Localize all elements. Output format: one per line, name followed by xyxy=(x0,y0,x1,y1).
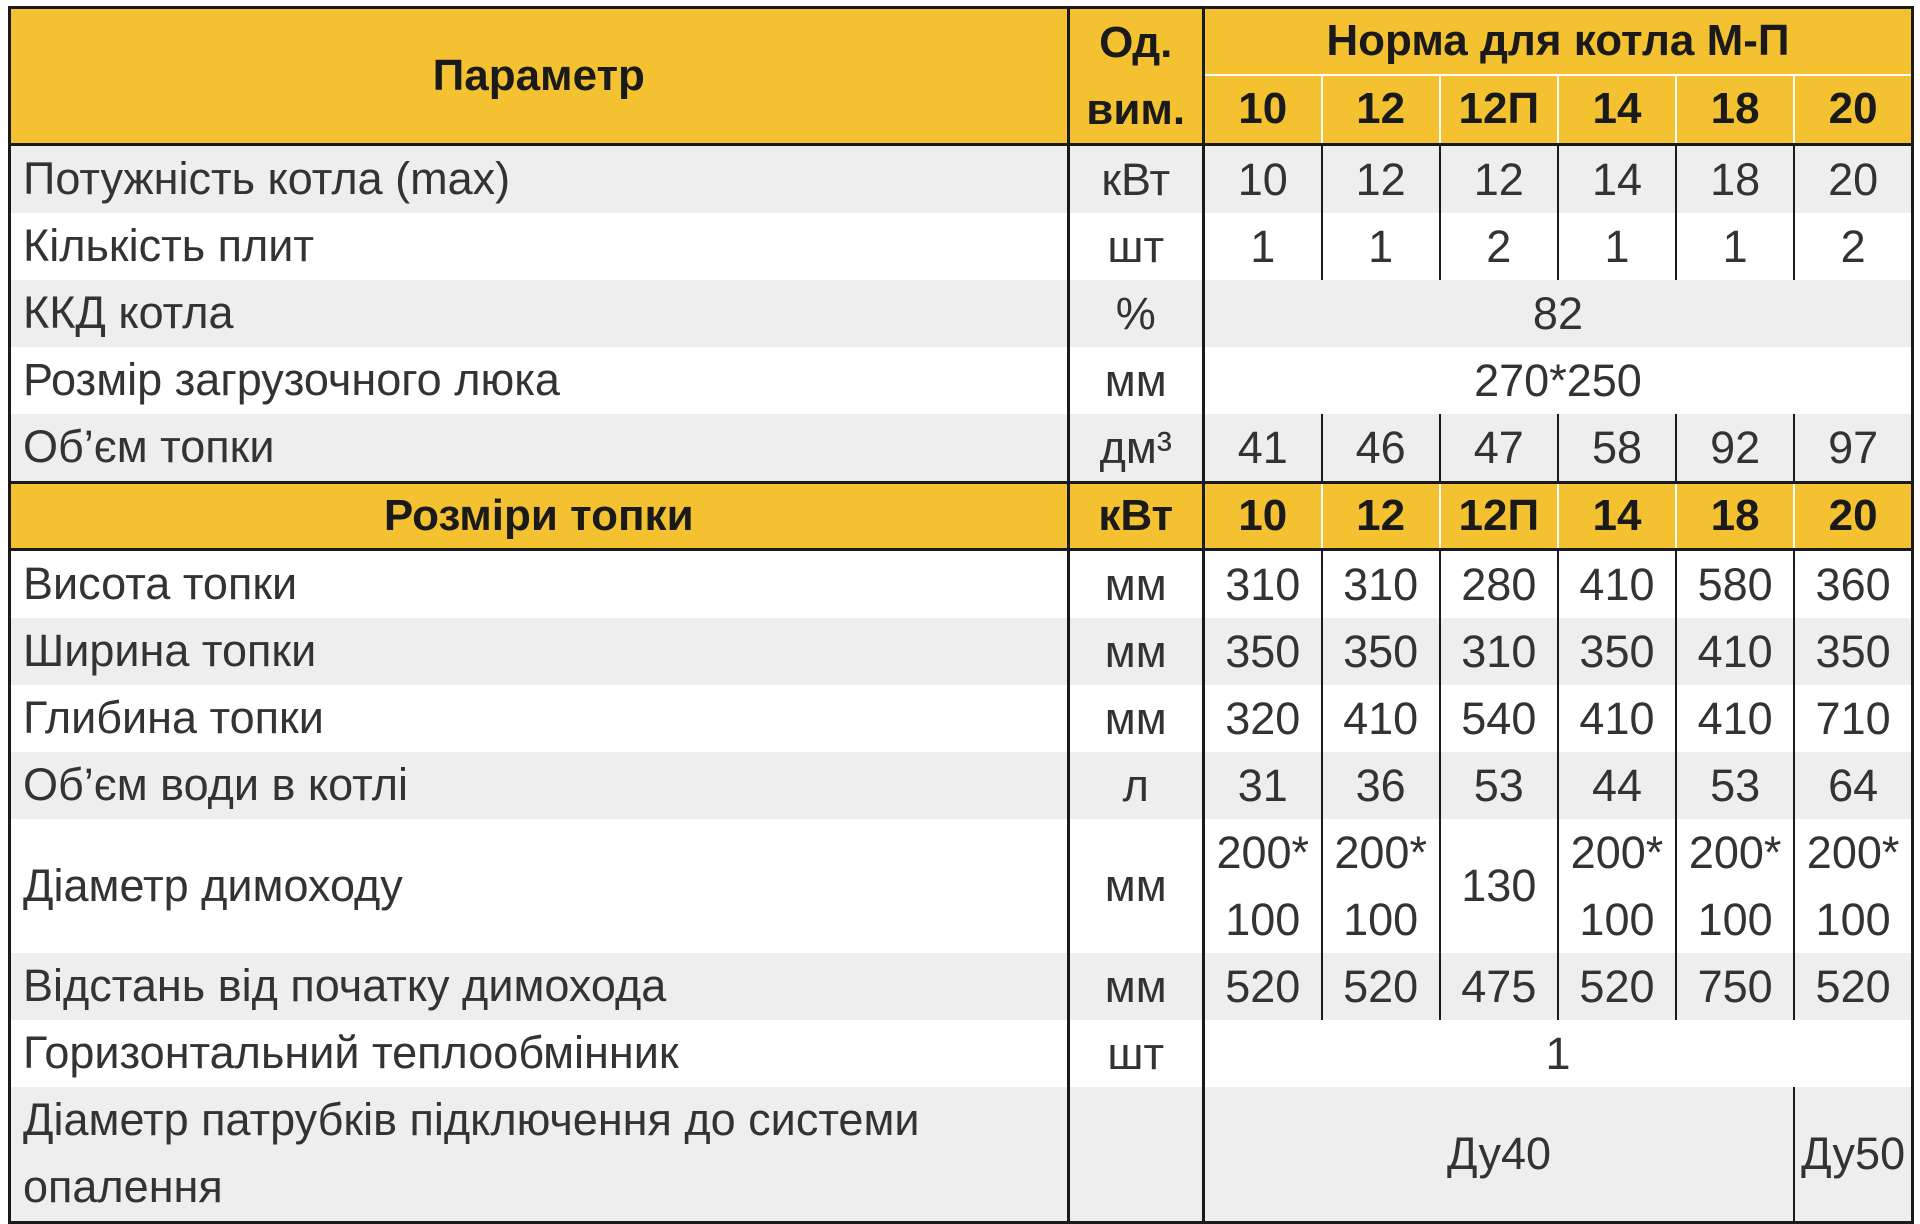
value-cell: 2 xyxy=(1794,213,1912,280)
param-cell: Об’єм топки xyxy=(10,414,1069,483)
param-cell: Глибина топки xyxy=(10,685,1069,752)
value-cell: 410 xyxy=(1322,685,1440,752)
value-cell: 97 xyxy=(1794,414,1912,483)
value-cell: 12 xyxy=(1440,145,1558,214)
param-cell: Висота топки xyxy=(10,550,1069,619)
value-cell xyxy=(1203,819,1321,953)
value-cell: 36 xyxy=(1322,752,1440,819)
value-cell: 53 xyxy=(1676,752,1794,819)
unit-cell: мм xyxy=(1068,953,1203,1020)
model-header: 12 xyxy=(1322,483,1440,550)
unit-cell: мм xyxy=(1068,550,1203,619)
value-cell: 280 xyxy=(1440,550,1558,619)
param-cell: Відстань від початку димохода xyxy=(10,953,1069,1020)
value-line-bottom: 100 xyxy=(1225,894,1301,945)
value-cell: 1 xyxy=(1676,213,1794,280)
section-title: Розміри топки xyxy=(10,483,1069,550)
value-cell: 520 xyxy=(1322,953,1440,1020)
table-row-water-volume xyxy=(10,752,1913,819)
merged-value-cell: 1 xyxy=(1203,1020,1912,1087)
table-row-plates xyxy=(10,213,1913,280)
table-row-firebox-volume xyxy=(10,414,1913,483)
value-cell: 520 xyxy=(1794,953,1912,1020)
value-line-bottom: 100 xyxy=(1343,894,1419,945)
value-cell: 18 xyxy=(1676,145,1794,214)
value-cell: 58 xyxy=(1558,414,1676,483)
unit-cell: л xyxy=(1068,752,1203,819)
param-cell: Кількість плит xyxy=(10,213,1069,280)
model-header: 12П xyxy=(1440,483,1558,550)
norm-header: Норма для котла М-П xyxy=(1203,8,1912,75)
model-header: 12П xyxy=(1440,75,1558,145)
value-cell: 64 xyxy=(1794,752,1912,819)
table-row-power xyxy=(10,145,1913,214)
model-header: 12 xyxy=(1322,75,1440,145)
merged-value-cell: 270*250 xyxy=(1203,347,1912,414)
param-cell: Горизонтальний теплообмінник xyxy=(10,1020,1069,1087)
value-cell: 31 xyxy=(1203,752,1321,819)
unit-cell: мм xyxy=(1068,347,1203,414)
model-header: 14 xyxy=(1558,75,1676,145)
value-cell: 310 xyxy=(1440,618,1558,685)
value-cell: 410 xyxy=(1558,685,1676,752)
value-cell: 1 xyxy=(1558,213,1676,280)
value-cell: 10 xyxy=(1203,145,1321,214)
value-cell: 14 xyxy=(1558,145,1676,214)
unit-cell xyxy=(1068,1087,1203,1223)
value-cell: 320 xyxy=(1203,685,1321,752)
unit-header-line1: Од. xyxy=(1099,18,1173,67)
value-line-bottom: 100 xyxy=(1815,894,1891,945)
value-cell: 12 xyxy=(1322,145,1440,214)
value-cell: 46 xyxy=(1322,414,1440,483)
table-row-depth xyxy=(10,685,1913,752)
value-cell: 350 xyxy=(1203,618,1321,685)
table-row-efficiency xyxy=(10,280,1913,347)
unit-cell: шт xyxy=(1068,1020,1203,1087)
model-header: 20 xyxy=(1794,75,1912,145)
table-row-chimney-distance xyxy=(10,953,1913,1020)
value-cell: 20 xyxy=(1794,145,1912,214)
value-cell: 410 xyxy=(1676,685,1794,752)
value-line-bottom: 100 xyxy=(1579,894,1655,945)
value-cell xyxy=(1676,819,1794,953)
value-line-bottom: 100 xyxy=(1697,894,1773,945)
value-cell: 350 xyxy=(1558,618,1676,685)
table-row-width xyxy=(10,618,1913,685)
unit-cell: кВт xyxy=(1068,145,1203,214)
merged-value-cell: Ду40 xyxy=(1203,1087,1794,1223)
value-cell: 350 xyxy=(1322,618,1440,685)
value-cell: 350 xyxy=(1794,618,1912,685)
unit-cell: мм xyxy=(1068,685,1203,752)
value-cell: 2 xyxy=(1440,213,1558,280)
model-header: 10 xyxy=(1203,483,1321,550)
unit-header xyxy=(1068,8,1203,145)
value-cell xyxy=(1322,819,1440,953)
unit-header-line2: вим. xyxy=(1086,85,1186,134)
value-cell: 520 xyxy=(1203,953,1321,1020)
value-cell xyxy=(1794,819,1912,953)
value-cell: 44 xyxy=(1558,752,1676,819)
param-cell: Розмір загрузочного люка xyxy=(10,347,1069,414)
value-cell: 580 xyxy=(1676,550,1794,619)
value-cell: 540 xyxy=(1440,685,1558,752)
value-cell: 310 xyxy=(1203,550,1321,619)
table-row-heat-exchanger xyxy=(10,1020,1913,1087)
value-cell: 1 xyxy=(1322,213,1440,280)
value-cell: 130 xyxy=(1440,819,1558,953)
boiler-spec-table xyxy=(8,6,1914,1224)
value-cell xyxy=(1558,819,1676,953)
unit-cell: дм³ xyxy=(1068,414,1203,483)
header-row-top xyxy=(10,8,1913,75)
value-cell: 41 xyxy=(1203,414,1321,483)
value-cell: 360 xyxy=(1794,550,1912,619)
param-cell: Потужність котла (max) xyxy=(10,145,1069,214)
param-cell: Діаметр димоходу xyxy=(10,819,1069,953)
value-cell: 53 xyxy=(1440,752,1558,819)
merged-value-cell: 82 xyxy=(1203,280,1912,347)
model-header: 14 xyxy=(1558,483,1676,550)
table-row-height xyxy=(10,550,1913,619)
value-line-top: 200* xyxy=(1688,827,1782,878)
value-line-top: 200* xyxy=(1570,827,1664,878)
value-cell: Ду50 xyxy=(1794,1087,1912,1223)
value-line-top: 200* xyxy=(1806,827,1900,878)
value-cell: 520 xyxy=(1558,953,1676,1020)
value-cell: 750 xyxy=(1676,953,1794,1020)
unit-cell: мм xyxy=(1068,618,1203,685)
value-cell: 410 xyxy=(1676,618,1794,685)
unit-cell: шт xyxy=(1068,213,1203,280)
value-cell: 92 xyxy=(1676,414,1794,483)
param-cell: Об’єм води в котлі xyxy=(10,752,1069,819)
section-unit: кВт xyxy=(1068,483,1203,550)
value-line-top: 200* xyxy=(1216,827,1310,878)
table-row-chimney-diameter xyxy=(10,819,1913,953)
value-cell: 410 xyxy=(1558,550,1676,619)
unit-cell: мм xyxy=(1068,819,1203,953)
value-line-top: 200* xyxy=(1334,827,1427,878)
model-header: 10 xyxy=(1203,75,1321,145)
table-row-hatch-size xyxy=(10,347,1913,414)
value-cell: 310 xyxy=(1322,550,1440,619)
section-header-firebox xyxy=(10,483,1913,550)
value-cell: 475 xyxy=(1440,953,1558,1020)
param-cell: Ширина топки xyxy=(10,618,1069,685)
value-cell: 1 xyxy=(1203,213,1321,280)
parameter-header: Параметр xyxy=(10,8,1069,145)
unit-cell: % xyxy=(1068,280,1203,347)
model-header: 20 xyxy=(1794,483,1912,550)
model-header: 18 xyxy=(1676,483,1794,550)
param-cell: ККД котла xyxy=(10,280,1069,347)
value-cell: 47 xyxy=(1440,414,1558,483)
value-cell: 710 xyxy=(1794,685,1912,752)
param-cell: Діаметр патрубків підключення до системи опалення xyxy=(10,1087,1069,1223)
model-header: 18 xyxy=(1676,75,1794,145)
table-row-pipe-diameter xyxy=(10,1087,1913,1223)
